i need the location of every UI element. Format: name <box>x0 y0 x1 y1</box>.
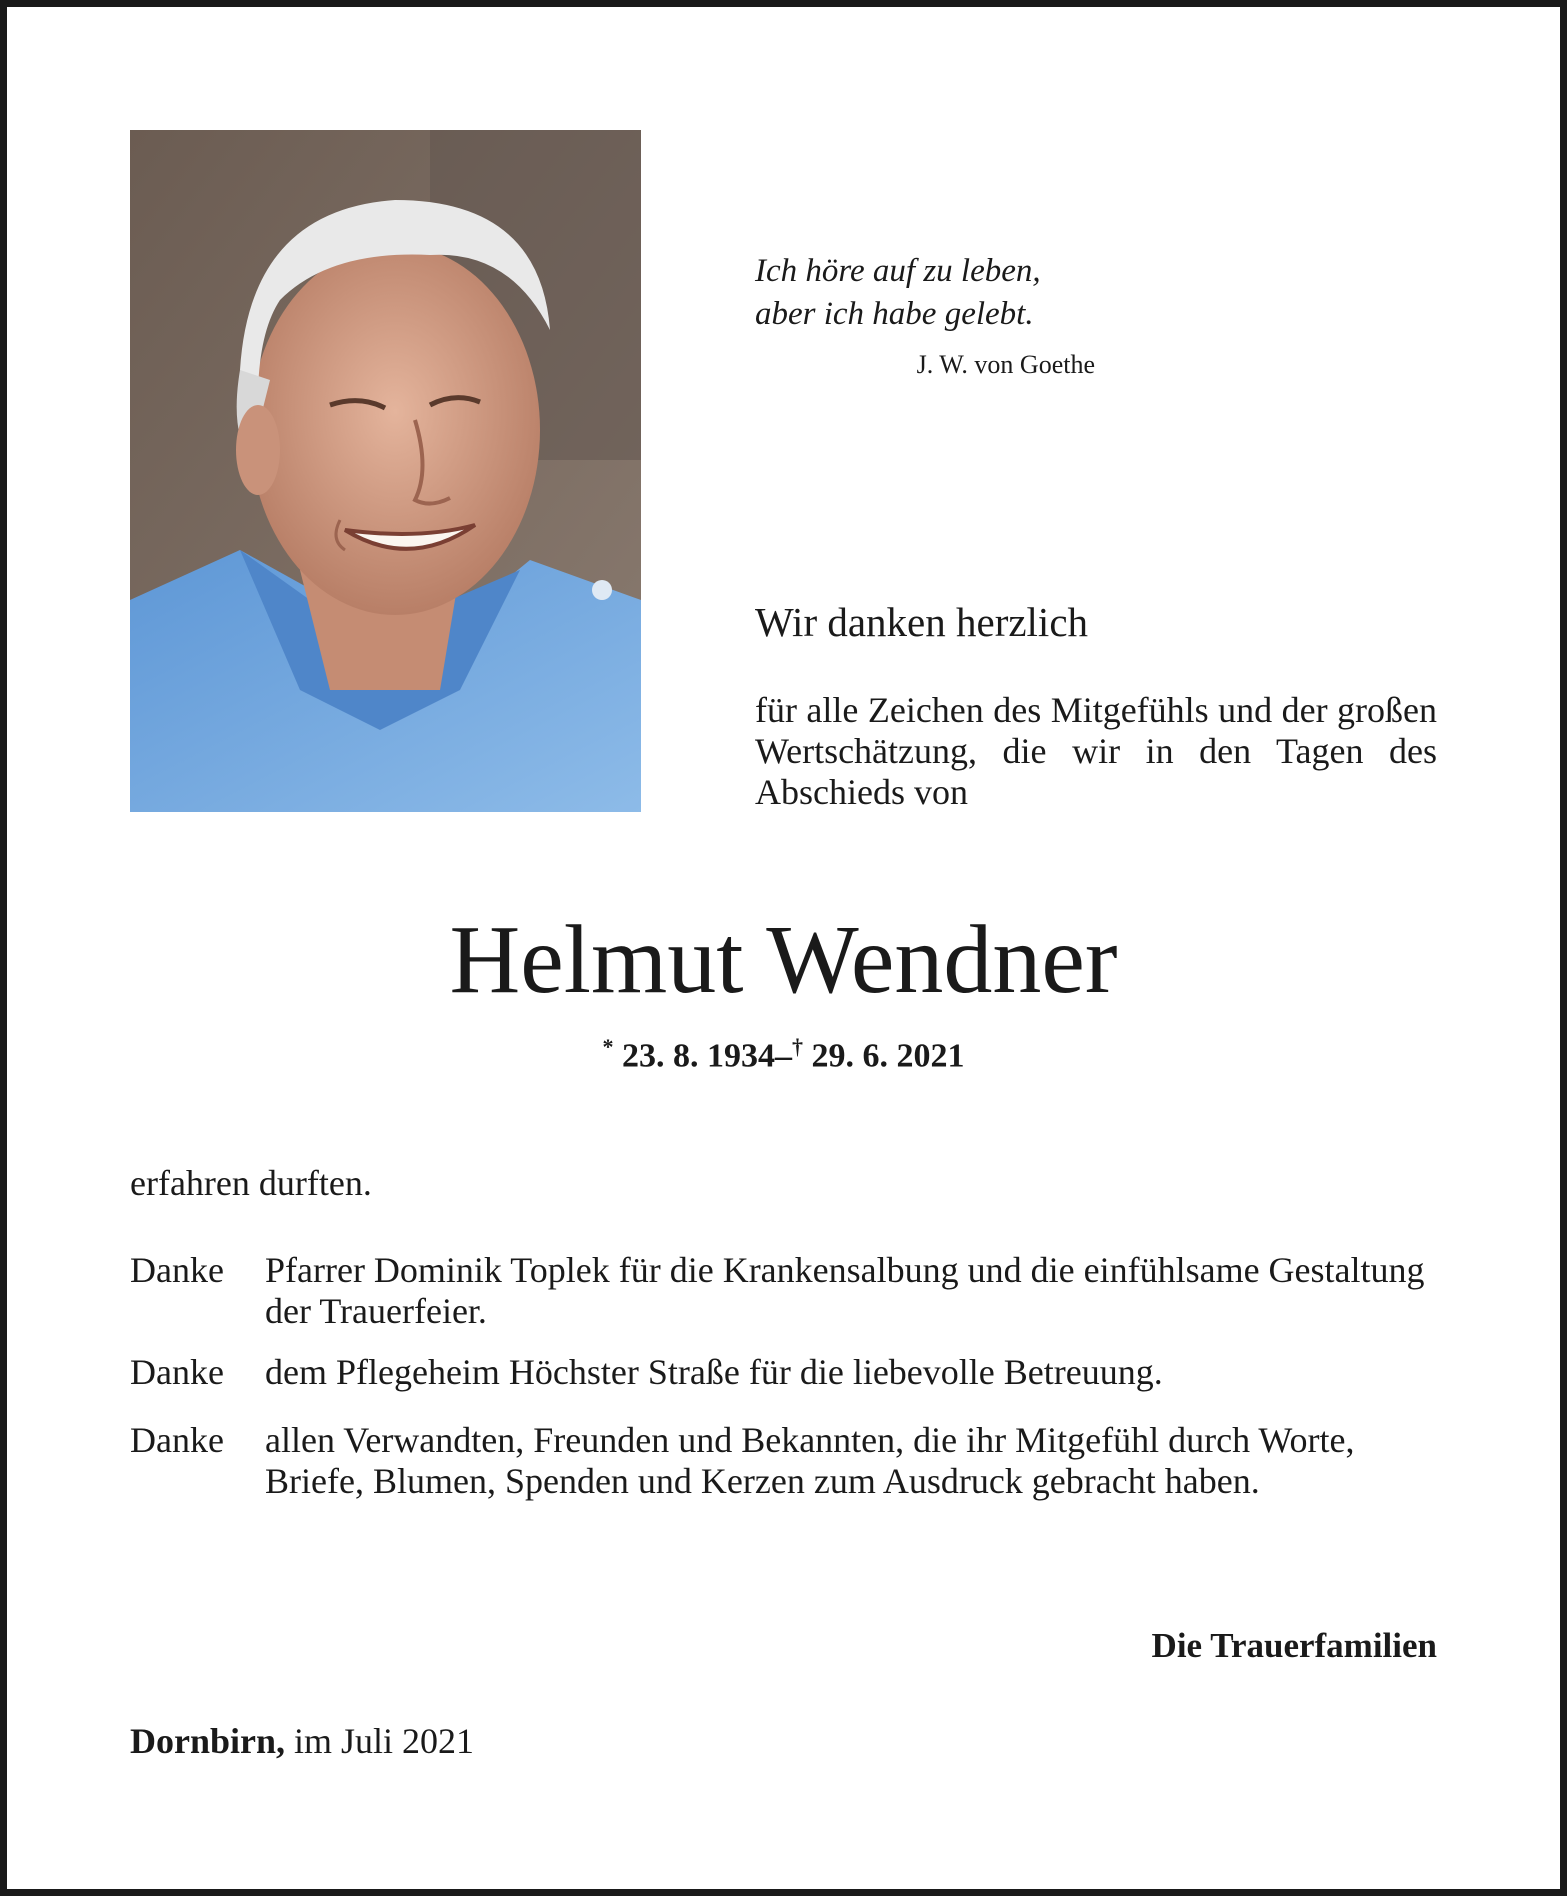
portrait-photo <box>130 130 641 812</box>
date-separator: – <box>775 1037 792 1075</box>
danke-text: dem Pflegeheim Höchster Straße für die liebevolle Betreuung. <box>265 1352 1163 1392</box>
portrait-photo-icon <box>130 130 641 812</box>
danke-label: Danke <box>130 1352 224 1392</box>
birth-date: 23. 8. 1934 <box>622 1037 775 1075</box>
quote-line-1: Ich höre auf zu leben, <box>755 253 1041 289</box>
death-symbol: † <box>792 1034 803 1059</box>
date: im Juli 2021 <box>294 1721 475 1761</box>
life-dates <box>0 1034 1567 1075</box>
death-date: 29. 6. 2021 <box>811 1037 965 1075</box>
place-date <box>130 1720 474 1762</box>
signature: Die Trauerfamilien <box>1151 1626 1437 1665</box>
danke-label: Danke <box>130 1250 224 1290</box>
goethe-quote <box>755 250 1175 336</box>
lead-out-text: erfahren durften. <box>130 1163 372 1203</box>
danke-label: Danke <box>130 1420 224 1460</box>
quote-author: J. W. von Goethe <box>916 350 1095 379</box>
danke-text: allen Verwandten, Freunden und Bekannten, die ihr Mitgefühl durch Worte, Briefe, Blumen, Spenden und Kerzen zum Ausdruck gebracht haben. <box>265 1420 1355 1501</box>
thanks-heading: Wir danken herzlich <box>755 599 1089 645</box>
danke-text: Pfarrer Dominik Toplek für die Krankensalbung und die einfühlsame Gestaltung der Trauerfeier. <box>265 1250 1425 1331</box>
thanks-body: für alle Zeichen des Mitgefühls und der großen Wertschätzung, die wir in den Tagen des Abschieds von <box>755 690 1437 812</box>
place: Dornbirn, <box>130 1721 286 1761</box>
birth-symbol: * <box>602 1034 614 1059</box>
quote-line-2: aber ich habe gelebt. <box>755 296 1034 332</box>
deceased-name: Helmut Wendner <box>449 906 1118 1014</box>
